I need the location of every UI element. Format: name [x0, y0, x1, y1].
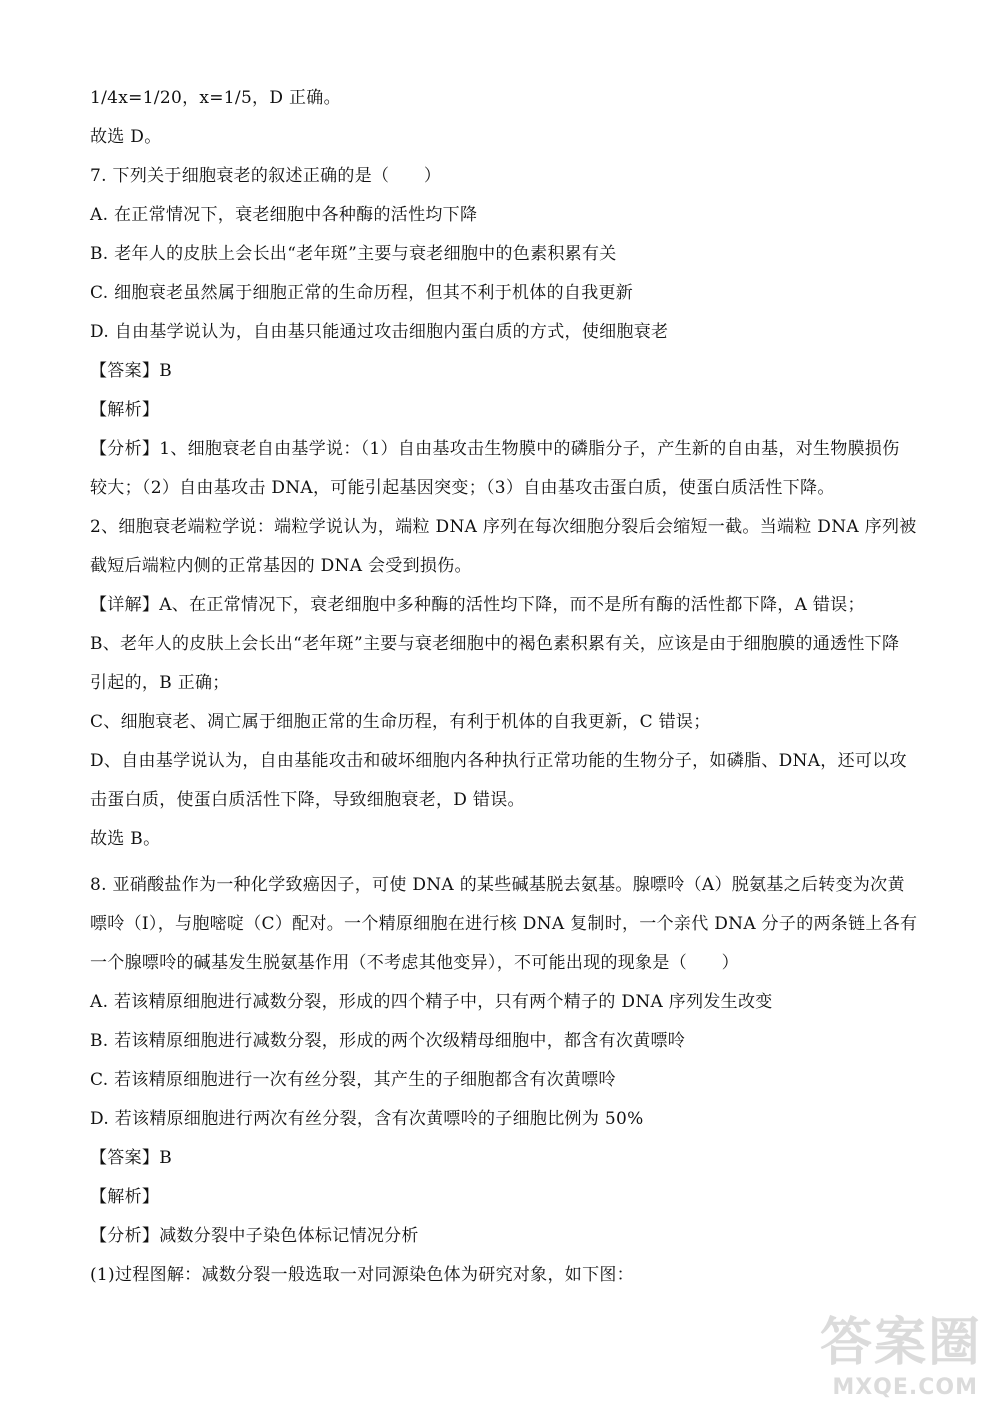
text-line: 引起的，B 正确； [90, 673, 230, 693]
text-line: 【分析】1、细胞衰老自由基学说：（1）自由基攻击生物膜中的磷脂分子，产生新的自由基，对生物膜损伤 [90, 439, 900, 459]
question-7-stem: 7. 下列关于细胞衰老的叙述正确的是（ ） [90, 166, 442, 186]
question-8-stem: 嘌呤（I），与胞嘧啶（C）配对。一个精原细胞在进行核 DNA 复制时，一个亲代 DNA 分子的两条链上各有 [90, 914, 918, 934]
watermark-logo [817, 1300, 982, 1400]
question-7-option-b: B. 老年人的皮肤上会长出“老年斑”主要与衰老细胞中的色素积累有关 [90, 244, 617, 264]
analysis-label: 【解析】 [90, 1187, 160, 1207]
question-8-option-c: C. 若该精原细胞进行一次有丝分裂，其产生的子细胞都含有次黄嘌呤 [90, 1070, 616, 1090]
text-line: 故选 B。 [90, 829, 161, 849]
text-line: 故选 D。 [90, 127, 162, 147]
question-8-option-b: B. 若该精原细胞进行减数分裂，形成的两个次级精母细胞中，都含有次黄嘌呤 [90, 1031, 686, 1051]
text-line: 【详解】A、在正常情况下，衰老细胞中多种酶的活性均下降，而不是所有酶的活性都下降，A 错误； [90, 595, 865, 615]
watermark-url: MXQE.COM [832, 1375, 978, 1400]
question-7-option-c: C. 细胞衰老虽然属于细胞正常的生命历程，但其不利于机体的自我更新 [90, 283, 634, 303]
question-8-stem: 8. 亚硝酸盐作为一种化学致癌因子，可使 DNA 的某些碱基脱去氨基。腺嘌呤（A）脱氨基之后转变为次黄 [90, 875, 905, 895]
text-line: D、自由基学说认为，自由基能攻击和破坏细胞内各种执行正常功能的生物分子，如磷脂、DNA，还可以攻 [90, 751, 907, 771]
text-line: 1/4x=1/20，x=1/5，D 正确。 [90, 88, 341, 108]
text-line: 较大；（2）自由基攻击 DNA，可能引起基因突变；（3）自由基攻击蛋白质，使蛋白质活性下降。 [90, 478, 835, 498]
text-line: 击蛋白质，使蛋白质活性下降，导致细胞衰老，D 错误。 [90, 790, 525, 810]
question-8-option-a: A. 若该精原细胞进行减数分裂，形成的四个精子中，只有两个精子的 DNA 序列发生改变 [90, 992, 773, 1012]
text-line: (1)过程图解：减数分裂一般选取一对同源染色体为研究对象，如下图： [90, 1265, 634, 1285]
question-8-stem: 一个腺嘌呤的碱基发生脱氨基作用（不考虑其他变异），不可能出现的现象是（ ） [90, 953, 739, 973]
answer-label: 【答案】B [90, 361, 172, 381]
question-7-option-a: A. 在正常情况下，衰老细胞中各种酶的活性均下降 [90, 205, 478, 225]
text-line: B、老年人的皮肤上会长出“老年斑”主要与衰老细胞中的褐色素积累有关，应该是由于细胞膜的通透性下降 [90, 634, 900, 654]
text-line: 2、细胞衰老端粒学说：端粒学说认为，端粒 DNA 序列在每次细胞分裂后会缩短一截。当端粒 DNA 序列被 [90, 517, 917, 537]
question-8-option-d: D. 若该精原细胞进行两次有丝分裂，含有次黄嘌呤的子细胞比例为 50% [90, 1109, 644, 1129]
analysis-label: 【解析】 [90, 400, 160, 420]
watermark-text: 答案圈 [819, 1313, 982, 1373]
answer-label: 【答案】B [90, 1148, 172, 1168]
text-line: 【分析】减数分裂中子染色体标记情况分析 [90, 1226, 419, 1246]
question-7-option-d: D. 自由基学说认为，自由基只能通过攻击细胞内蛋白质的方式，使细胞衰老 [90, 322, 669, 342]
text-line: 截短后端粒内侧的正常基因的 DNA 会受到损伤。 [90, 556, 472, 576]
text-line: C、细胞衰老、凋亡属于细胞正常的生命历程，有利于机体的自我更新，C 错误； [90, 712, 711, 732]
